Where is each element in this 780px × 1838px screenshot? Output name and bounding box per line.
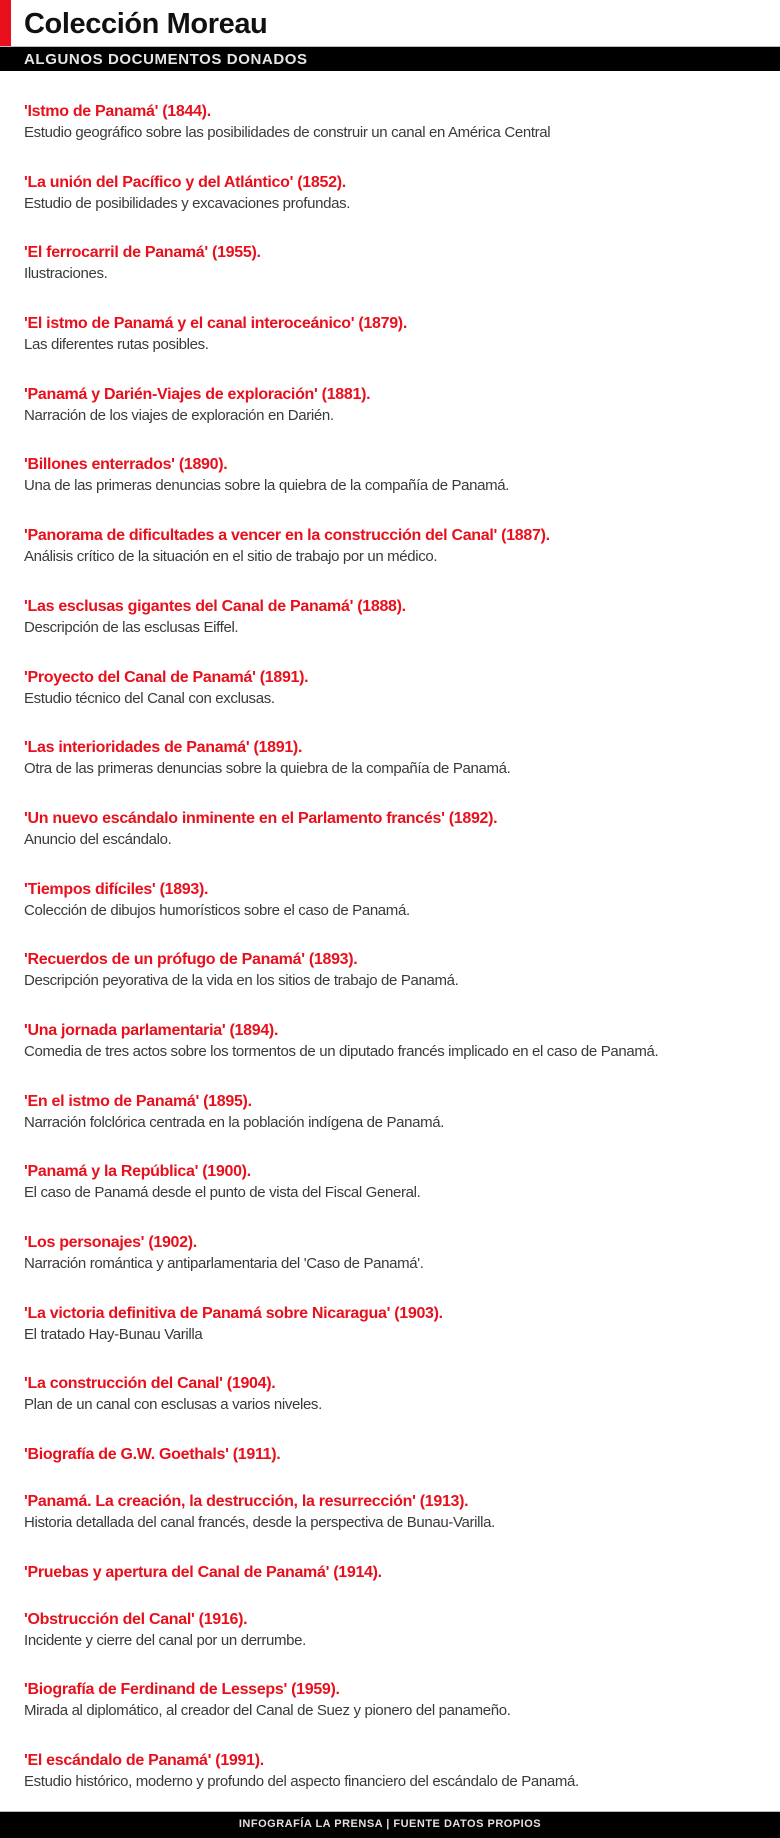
- document-title: 'La construcción del Canal' (1904).: [24, 1375, 276, 1393]
- document-description: Narración de los viajes de exploración en Darién.: [24, 406, 334, 424]
- footer-bar: [0, 1811, 780, 1838]
- document-title: 'Las interioridades de Panamá' (1891).: [24, 739, 303, 757]
- list-item: [24, 879, 774, 950]
- list-item: [24, 384, 774, 455]
- page-subtitle: ALGUNOS DOCUMENTOS DONADOS: [24, 51, 308, 68]
- document-description: El caso de Panamá desde el punto de vista del Fiscal General.: [24, 1184, 421, 1202]
- list-item: [24, 808, 774, 879]
- list-item: [24, 313, 774, 384]
- document-description: El tratado Hay-Bunau Varilla: [24, 1325, 203, 1343]
- page-title: Colección Moreau: [24, 8, 268, 40]
- document-description: Historia detallada del canal francés, desde la perspectiva de Bunau-Varilla.: [24, 1514, 495, 1532]
- document-title: 'Panamá y la República' (1900).: [24, 1163, 251, 1181]
- document-description: Mirada al diplomático, al creador del Canal de Suez y pionero del panameño.: [24, 1702, 511, 1720]
- document-description: Estudio de posibilidades y excavaciones profundas.: [24, 194, 351, 212]
- list-item: [24, 1444, 774, 1491]
- document-title: 'Proyecto del Canal de Panamá' (1891).: [24, 668, 309, 686]
- document-description: Anuncio del escándalo.: [24, 830, 172, 848]
- document-title: 'Biografía de Ferdinand de Lesseps' (1959).: [24, 1681, 340, 1699]
- document-title: 'Biografía de G.W. Goethals' (1911).: [24, 1446, 281, 1464]
- document-description: Comedia de tres actos sobre los tormentos de un diputado francés implicado en el caso de Panamá.: [24, 1042, 659, 1060]
- document-description: Estudio geográfico sobre las posibilidades de construir un canal en América Central: [24, 124, 551, 141]
- document-title: 'El escándalo de Panamá' (1991).: [24, 1752, 264, 1770]
- document-title: 'Panorama de dificultades a vencer en la construcción del Canal' (1887).: [24, 527, 550, 545]
- list-item: [24, 454, 774, 525]
- document-description: Narración folclórica centrada en la población indígena de Panamá.: [24, 1113, 445, 1131]
- document-title: 'Panamá y Darién-Viajes de exploración' (1881).: [24, 385, 371, 403]
- document-description: Otra de las primeras denuncias sobre la quiebra de la compañía de Panamá.: [24, 760, 511, 778]
- document-title: 'Tiempos difíciles' (1893).: [24, 880, 209, 898]
- list-item: [24, 172, 774, 243]
- list-item: [24, 242, 774, 313]
- accent-bar: [0, 0, 11, 46]
- list-item: [24, 525, 774, 596]
- subtitle-bar: [0, 46, 780, 71]
- list-item: [24, 667, 774, 738]
- document-title: 'La victoria definitiva de Panamá sobre Nicaragua' (1903).: [24, 1304, 443, 1322]
- list-item: [24, 101, 774, 172]
- document-title: 'El istmo de Panamá y el canal interoceánico' (1879).: [24, 315, 407, 333]
- document-description: Descripción peyorativa de la vida en los sitios de trabajo de Panamá.: [24, 972, 459, 990]
- document-description: Colección de dibujos humorísticos sobre el caso de Panamá.: [24, 901, 410, 919]
- document-description: Estudio histórico, moderno y profundo del aspecto financiero del escándalo de Panamá.: [24, 1773, 579, 1791]
- document-title: 'Los personajes' (1902).: [24, 1234, 197, 1251]
- document-description: Narración romántica y antiparlamentaria del 'Caso de Panamá'.: [24, 1255, 424, 1272]
- list-item: [24, 1020, 774, 1091]
- list-item: [24, 1091, 774, 1162]
- document-description: Estudio técnico del Canal con exclusas.: [24, 689, 275, 707]
- footer-credit: INFOGRAFÍA LA PRENSA | FUENTE DATOS PROPIOS: [238, 1818, 542, 1830]
- document-list: [24, 101, 774, 1821]
- list-item: [24, 1609, 774, 1680]
- document-title: 'El ferrocarril de Panamá' (1955).: [24, 244, 261, 262]
- list-item: [24, 1232, 774, 1303]
- document-description: Ilustraciones.: [24, 265, 108, 283]
- list-item: [24, 1562, 774, 1609]
- document-description: Descripción de las esclusas Eiffel.: [24, 618, 239, 636]
- document-description: Una de las primeras denuncias sobre la quiebra de la compañía de Panamá.: [24, 477, 510, 495]
- list-item: [24, 949, 774, 1020]
- document-title: 'Billones enterrados' (1890).: [24, 456, 228, 474]
- document-description: Las diferentes rutas posibles.: [24, 336, 209, 354]
- list-item: [24, 737, 774, 808]
- document-description: Análisis crítico de la situación en el sitio de trabajo por un médico.: [24, 548, 438, 566]
- document-title: 'Panamá. La creación, la destrucción, la resurrección' (1913).: [24, 1493, 469, 1511]
- document-title: 'La unión del Pacífico y del Atlántico' (1852).: [24, 173, 346, 191]
- document-title: 'En el istmo de Panamá' (1895).: [24, 1092, 252, 1110]
- document-description: Plan de un canal con esclusas a varios niveles.: [24, 1396, 322, 1414]
- document-title: 'Un nuevo escándalo inminente en el Parlamento francés' (1892).: [24, 809, 498, 827]
- list-item: [24, 1491, 774, 1562]
- document-title: 'Istmo de Panamá' (1844).: [24, 103, 211, 120]
- list-item: [24, 1679, 774, 1750]
- document-description: Incidente y cierre del canal por un derrumbe.: [24, 1631, 306, 1649]
- document-title: 'Una jornada parlamentaria' (1894).: [24, 1021, 279, 1039]
- document-title: 'Las esclusas gigantes del Canal de Panamá' (1888).: [24, 597, 406, 615]
- list-item: [24, 1373, 774, 1444]
- list-item: [24, 1161, 774, 1232]
- list-item: [24, 1303, 774, 1374]
- list-item: [24, 596, 774, 667]
- document-title: 'Pruebas y apertura del Canal de Panamá' (1914).: [24, 1563, 382, 1581]
- document-title: 'Obstrucción del Canal' (1916).: [24, 1610, 248, 1628]
- document-title: 'Recuerdos de un prófugo de Panamá' (1893).: [24, 951, 358, 969]
